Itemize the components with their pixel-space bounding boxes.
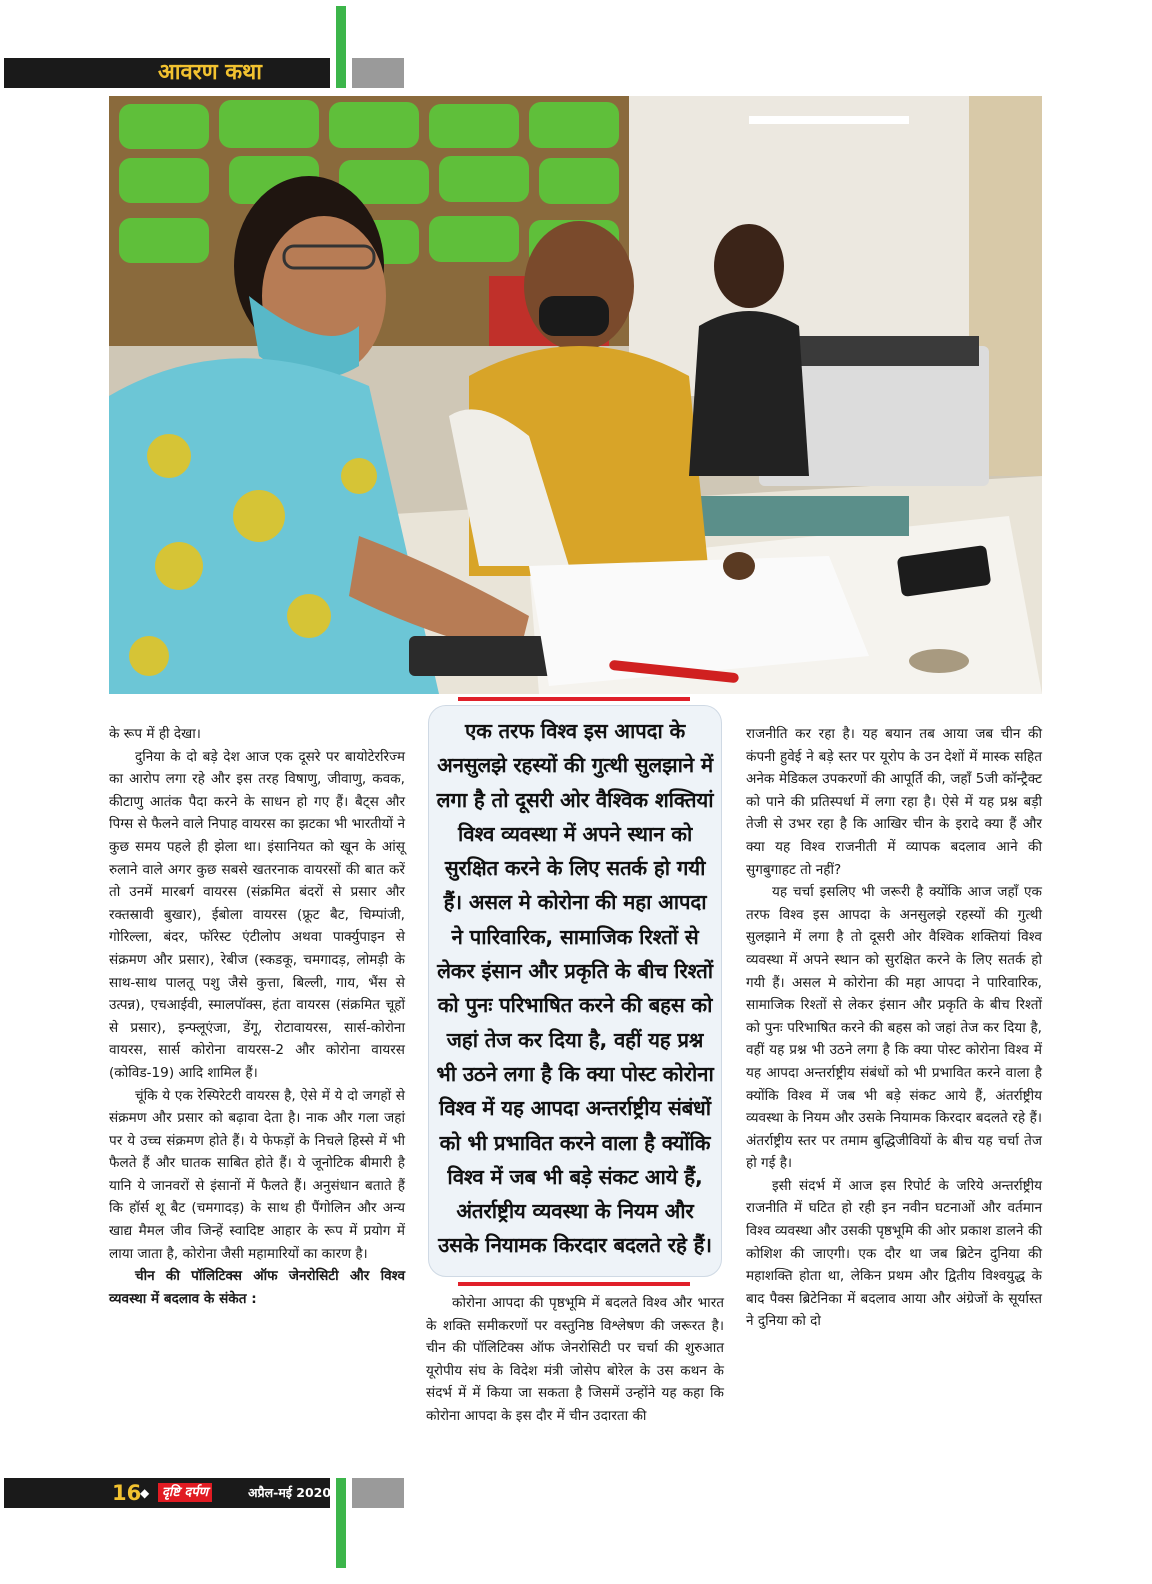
header-grey-block: [352, 58, 404, 88]
magazine-logo: दृष्टि दर्पण: [158, 1483, 212, 1502]
paragraph: कोरोना आपदा की पृष्ठभूमि में बदलते विश्व और भारत के शक्ति समीकरणों पर वस्तुनिष्ठ विश्लेषण की जरूरत है। चीन की पॉलिटिक्स ऑफ जेनरोसिटी पर चर्चा की शुरुआत यूरोपीय संघ के विदेश मंत्री जोसेप बोरेल के उस कथन के संदर्भ में में किया जा सकता है जिसमें उन्होंने यह कहा कि कोरोना आपदा के इस दौर में चीन उदारता की: [426, 1295, 724, 1424]
paragraph: इसी संदर्भ में आज इस रिपोर्ट के जरिये अन्तर्राष्ट्रीय राजनीति में घटित हो रही इन नवीन घटनाओं और वर्तमान विश्व व्यवस्था और उसकी पृष्ठभूमि की ओर प्रकाश डालने की कोशिश की जाएगी। एक दौर था जब ब्रिटेन दुनिया की महाशक्ति होता था, लेकिन प्रथम और द्वितीय विश्वयुद्ध के बाद पैक्स ब्रिटेनिका में बदलाव आया और अंग्रेजों के सूर्यास्त ने दुनिया को दो: [746, 1177, 1042, 1330]
paragraph: यह चर्चा इसलिए भी जरूरी है क्योंकि आज जहाँ एक तरफ विश्व इस आपदा के अनसुलझे रहस्यों की गुत्थी सुलझाने में लगा है तो दूसरी ओर वैश्विक शक्तियां विश्व व्यवस्था में अपने स्थान को सुरक्षित करने के लिए सतर्क हो गयी हैं। असल मे कोरोना की महा आपदा ने पारिवारिक, सामाजिक रिश्तों से लेकर इंसान और प्रकृति के बीच रिश्तों को पुनः परिभाषित करने की बहस को जहां तेज कर दिया है, वहीं यह प्रश्न भी उठने लगा है कि क्या पोस्ट कोरोना विश्व में यह आपदा अन्तर्राष्ट्रीय संबंधों को भी प्रभावित करने वाला है क्योंकि विश्व में जब भी बड़े संकट आये हैं, अंतर्राष्ट्रीय व्यवस्था के नियम और उसके नियामक किरदार बदलते रहे हैं। अंतर्राष्ट्रीय स्तर पर तमाम बुद्धिजीवियों के बीच यह चर्चा तेज हो गई है।: [746, 884, 1042, 1172]
article-column-1: [109, 723, 405, 1310]
diamond-icon: ◆: [140, 1486, 150, 1500]
header-green-accent: [336, 6, 346, 88]
article-column-3: [746, 723, 1042, 1333]
quote-rule-bottom: [458, 1282, 690, 1286]
section-title: आवरण कथा: [158, 60, 262, 85]
page-number: 16: [112, 1481, 142, 1505]
office-workers-photo-illustration: [109, 96, 1042, 694]
paragraph: राजनीति कर रहा है। यह बयान तब आया जब चीन की कंपनी हुवेई ने बड़े स्तर पर यूरोप के उन देशों में मास्क सहित अनेक मेडिकल उपकरणों की आपूर्ति की, जहाँ 5जी कॉन्ट्रैक्ट को पाने की प्रतिस्पर्धा में लगा रहा है। ऐसे में यह प्रश्न बड़ी तेजी से उभर रहा है कि आखिर चीन के इरादे क्या हैं और क्या यह विश्व राजनीती में व्यापक बदलाव आने की सुगबुगाहट तो नहीं?: [746, 726, 1042, 878]
pull-quote-text: एक तरफ विश्व इस आपदा के अनसुलझे रहस्यों की गुत्थी सुलझाने में लगा है तो दूसरी ओर वैश्विक शक्तियां विश्व व्यवस्था में अपने स्थान को सुरक्षित करने के लिए सतर्क हो गयी हैं। असल मे कोरोना की महा आपदा ने पारिवारिक, सामाजिक रिश्तों से लेकर इंसान और प्रकृति के बीच रिश्तों को पुनः परिभाषित करने की बहस को जहां तेज कर दिया है, वहीं यह प्रश्न भी उठने लगा है कि क्या पोस्ट कोरोना विश्व में यह आपदा अन्तर्राष्ट्रीय संबंधों को भी प्रभावित करने वाला है क्योंकि विश्व में जब भी बड़े संकट आये हैं, अंतर्राष्ट्रीय व्यवस्था के नियम और उसके नियामक किरदार बदलते रहे हैं।: [436, 719, 714, 1258]
quote-rule-top: [458, 697, 690, 701]
subheading: चीन की पॉलिटिक्स ऑफ जेनरोसिटी और विश्व व्यवस्था में बदलाव के संकेत :: [109, 1268, 405, 1307]
article-photo: [109, 96, 1042, 694]
footer-green-accent: [336, 1478, 346, 1568]
paragraph: चूंकि ये एक रेस्पिरेटरी वायरस है, ऐसे में ये दो जगहों से संक्रमण और प्रसार को बढ़ावा देता है। नाक और गला जहां पर ये उच्च संक्रमण होते हैं। ये फेफड़ों के निचले हिस्से में भी फैलते हैं और घातक साबित होते हैं। ये जूनोटिक बीमारी है यानि ये जानवरों से इंसानों में फैलते हैं। अनुसंधान बताते हैं कि हॉर्स शू बैट (चमगादड़) के साथ ही पैंगोलिन और अन्य खाद्य मैमल जीव जिन्हें स्वादिष्ट आहार के रूप में प्रयोग में लाया जाता है, कोरोना जैसी महामारियों का कारण है।: [109, 1087, 405, 1262]
footer-grey-block: [352, 1478, 404, 1508]
article-column-2: [426, 1292, 724, 1428]
pull-quote-box: [428, 705, 722, 1277]
paragraph: के रूप में ही देखा।: [109, 726, 201, 742]
issue-date: अप्रैल-मई 2020: [248, 1485, 332, 1500]
paragraph: दुनिया के दो बड़े देश आज एक दूसरे पर बायोटेररिज्म का आरोप लगा रहे और इस तरह विषाणु, जीवाणु, कवक, कीटाणु आतंक पैदा करने के साधन हो गए हैं। बैट्स और पिग्स से फैलने वाले निपाह वायरस का झटका भी भारतीयों ने कुछ समय पहले ही झेला था। इंसानियत को खून के आंसू रुलाने वाले अगर कुछ सबसे खतरनाक वायरसों की बात करें तो उनमें मारबर्ग वायरस (संक्रमित बंदरों से प्रसार और रक्तस्रावी बुखार), ईबोला वायरस (फ्रूट बैट, चिम्पांजी, गोरिल्ला, बंदर, फॉरेस्ट एंटीलोप अथवा पार्क्युपाइन से संक्रमण और प्रसार), रेबीज (स्कडकू, चमगादड़, लोमड़ी के साथ-साथ पालतू पशु जैसे कुत्ता, बिल्ली, गाय, भैंस से उत्पन्न), एचआईवी, स्मालपॉक्स, हंता वायरस (संक्रमित चूहों से प्रसार), इन्फ्लूएंजा, डेंगू, रोटावायरस, सार्स-कोरोना वायरस, सार्स कोरोना वायरस-2 और कोरोना वायरस (कोविड-19) आदि शामिल हैं।: [109, 748, 405, 1081]
